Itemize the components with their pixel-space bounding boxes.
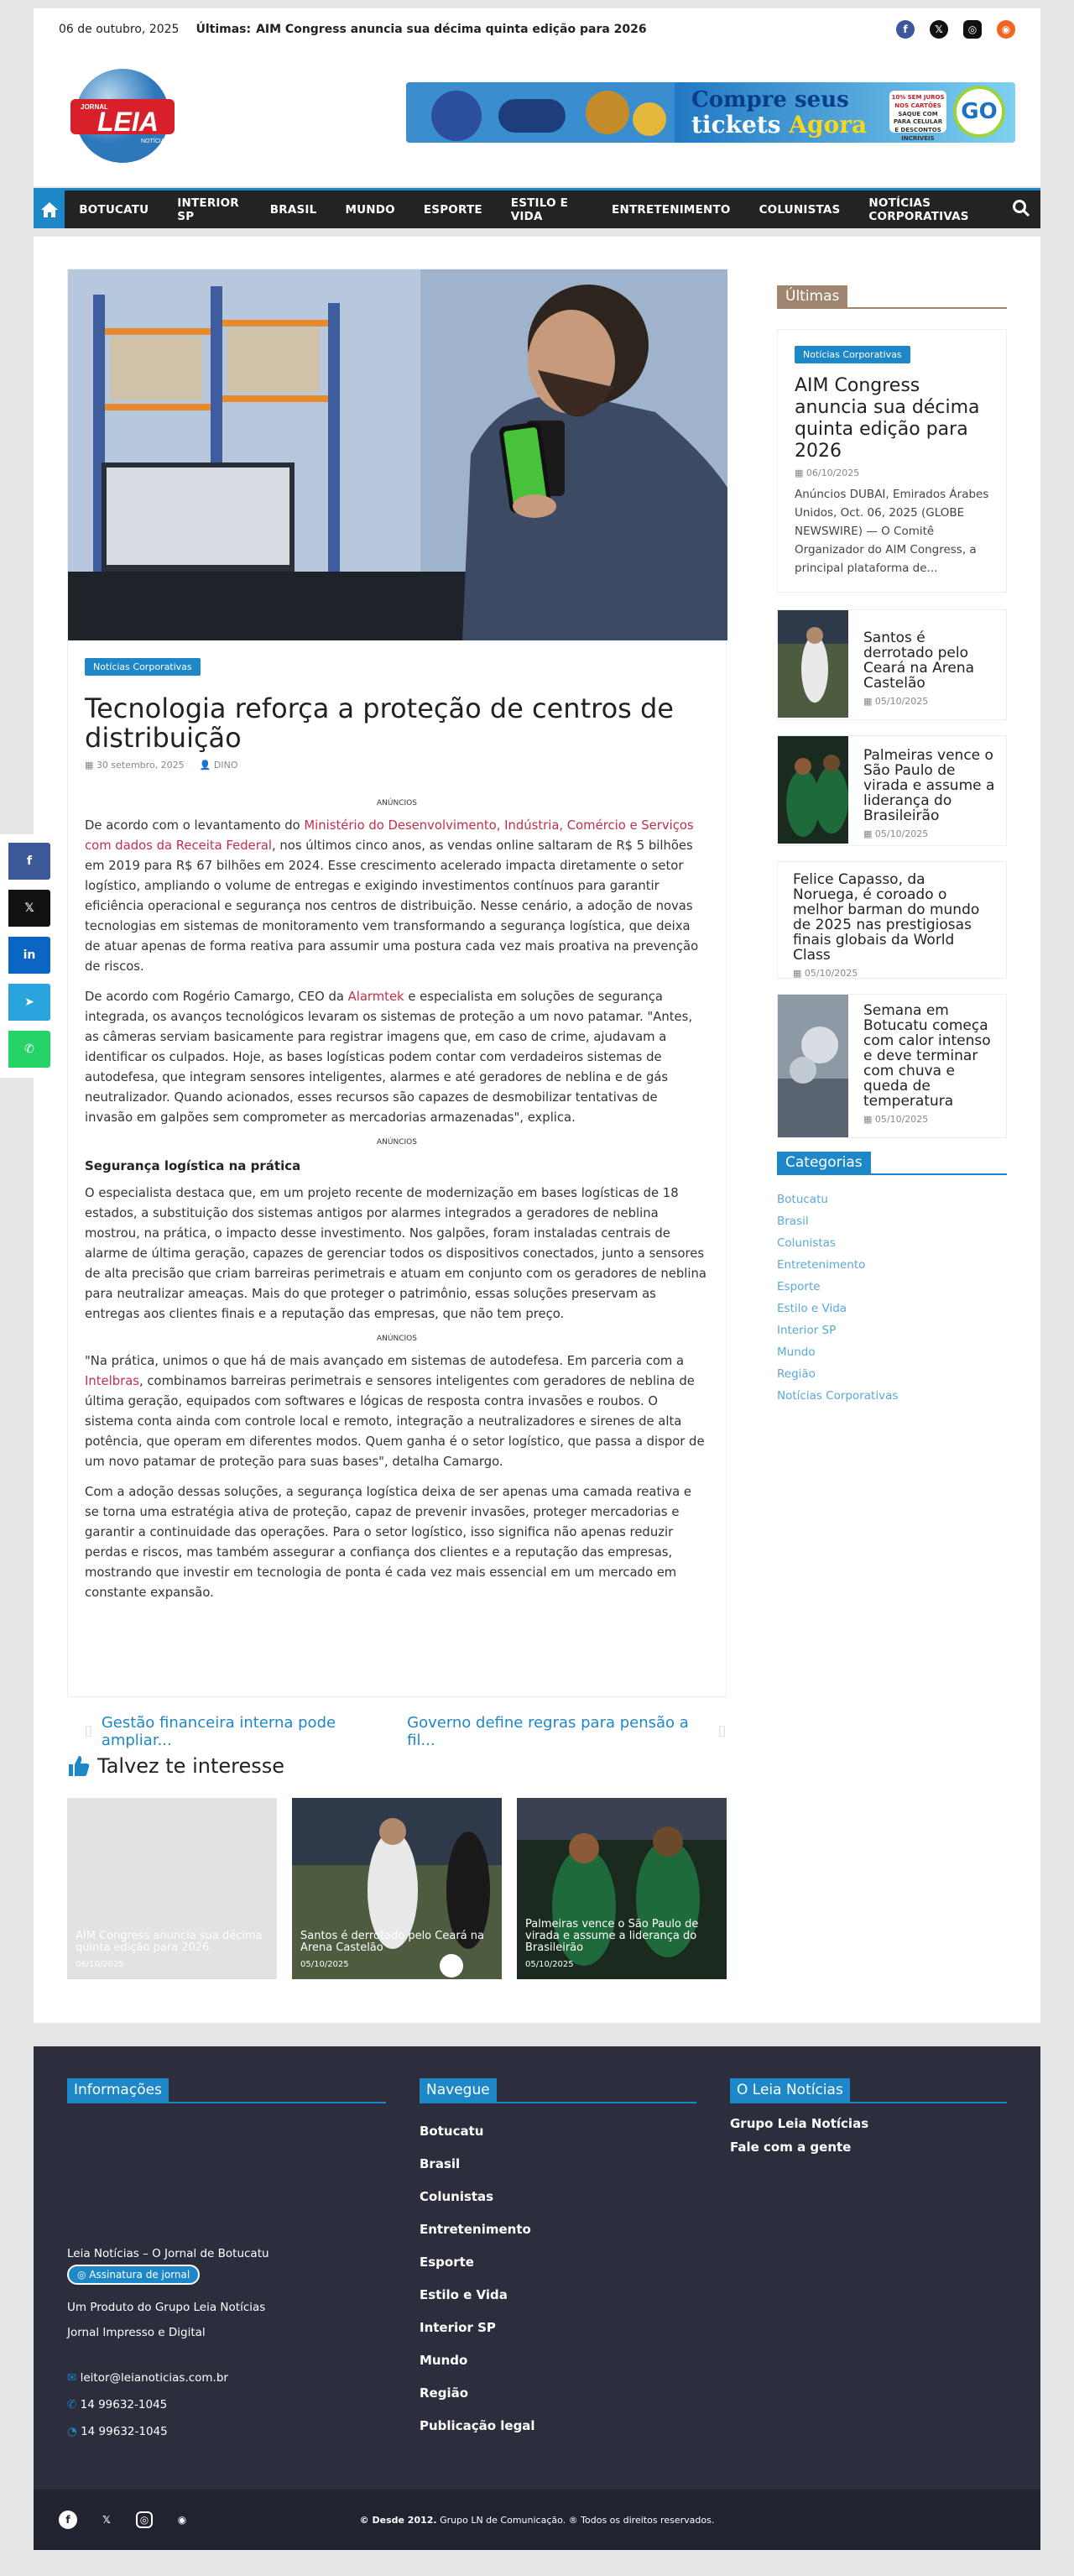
category-link[interactable]: Notícias Corporativas: [777, 1389, 899, 1403]
x-icon[interactable]: 𝕏: [102, 2514, 111, 2526]
nav-item-entretenimento[interactable]: ENTRETENIMENTO: [612, 202, 731, 217]
footer-about-column: [730, 2078, 1007, 2155]
footer-nav-link[interactable]: Entretenimento: [420, 2222, 531, 2237]
category-link[interactable]: Mundo: [777, 1345, 816, 1359]
nav-item-botucatu[interactable]: BOTUCATU: [79, 202, 149, 217]
banner-brand-logo: GO: [953, 86, 1005, 138]
site-footer: [34, 2046, 1040, 2550]
footer-nav-link[interactable]: Brasil: [420, 2156, 461, 2171]
footer-whatsapp[interactable]: ◔ 14 99632-1045: [67, 2425, 168, 2438]
category-link[interactable]: Botucatu: [777, 1193, 828, 1206]
main-content: [34, 237, 1040, 2023]
instagram-icon[interactable]: ◎: [963, 20, 982, 39]
ad-label: ANÚNCIOS: [377, 799, 417, 808]
category-link[interactable]: Brasil: [777, 1215, 809, 1228]
subscribe-button[interactable]: ◎ Assinatura de jornal: [67, 2265, 200, 2285]
category-link[interactable]: Colunistas: [777, 1236, 836, 1250]
site-logo[interactable]: [64, 67, 181, 168]
sidebar-post-title[interactable]: Semana em Botucatu começa com calor intenso e deve terminar com chuva e queda de temperatura: [863, 1002, 991, 1110]
sidebar-post[interactable]: [777, 994, 1007, 1138]
categories-widget-title: Categorias: [777, 1152, 1007, 1175]
related-post-card[interactable]: [67, 1798, 277, 1979]
footer-nav-link[interactable]: Interior SP: [420, 2320, 496, 2335]
paragraph-2: De acordo com Rogério Camargo, CEO da Alarmtek e especialista em soluções de segurança integrada, os avanços tecnológicos levaram os sistemas de proteção a um novo patamar. "Antes, as câmeras serviam basicamente para registrar imagens que, em caso de crime, ajudavam a identificar os culpados. Hoje, as bases logísticas podem contar com verdadeiros sistemas de autodefesa, que integram sensores inteligentes, alarmes e até geradores de neblina e de gás neutralizador. Quando acionados, esses recursos são capazes de desmobilizar tentativas de invasão em galpões sem comprometer as mercadorias armazenadas", explica.: [85, 990, 693, 1126]
footer-nav-link[interactable]: Esporte: [420, 2255, 474, 2270]
current-date: 06 de outubro, 2025: [59, 23, 180, 36]
footer-about-list: [730, 2108, 1007, 2155]
banner-line-2: [691, 111, 867, 138]
footer-about-link[interactable]: Grupo Leia Notícias: [730, 2116, 869, 2131]
sidebar-post-date: ▦ 05/10/2025: [793, 968, 858, 979]
envelope-icon: ✉: [67, 2371, 81, 2385]
sidebar-post-title[interactable]: Palmeiras vence o São Paulo de virada e assume a liderança do Brasileirão: [863, 747, 995, 824]
ad-banner[interactable]: [406, 82, 1015, 143]
instagram-icon[interactable]: ◎: [136, 2511, 153, 2528]
top-social-links: [896, 20, 1015, 39]
article-author[interactable]: 👤 DINO: [199, 760, 238, 771]
nav-item-esporte[interactable]: ESPORTE: [423, 202, 482, 217]
latest-widget-title: Últimas: [777, 285, 1007, 309]
x-icon[interactable]: 𝕏: [930, 20, 948, 39]
link-ministerio[interactable]: Ministério do Desenvolvimento, Indústria, Comércio e Serviços com dados da Receita Federal: [85, 818, 694, 854]
link-alarmtek[interactable]: Alarmtek: [347, 990, 404, 1005]
footer-email[interactable]: ✉ leitor@leianoticias.com.br: [67, 2371, 228, 2385]
featured-post-excerpt: Anúncios DUBAI, Emirados Árabes Unidos, Oct. 06, 2025 (GLOBE NEWSWIRE) — O Comitê Organizador do AIM Congress, a principal plataforma de...: [795, 488, 989, 575]
link-intelbras[interactable]: Intelbras: [85, 1374, 140, 1389]
site-header: [34, 50, 1040, 186]
nav-item-brasil[interactable]: BRASIL: [269, 202, 317, 217]
categories-widget: [777, 1152, 1007, 1407]
sidebar-post-date: ▦ 05/10/2025: [863, 828, 929, 839]
sidebar-post-date: ▦ 05/10/2025: [863, 1114, 929, 1125]
banner-illustration: [406, 82, 675, 143]
category-link[interactable]: Esporte: [777, 1280, 821, 1293]
share-whatsapp-icon[interactable]: ✆: [8, 1031, 50, 1068]
user-icon: 👤: [199, 760, 214, 771]
bookmark-icon: ⌷: [717, 1722, 727, 1741]
share-x-icon[interactable]: 𝕏: [8, 890, 50, 927]
category-link[interactable]: Estilo e Vida: [777, 1302, 847, 1315]
sidebar-post-title[interactable]: Felice Capasso, da Noruega, é coroado o melhor barman do mundo de 2025 nas prestigiosas finais globais da World Class: [793, 871, 980, 964]
calendar-icon: ▦: [863, 1114, 875, 1125]
home-icon[interactable]: [34, 191, 65, 228]
banner-line-2a: tickets: [691, 111, 790, 138]
share-facebook-icon[interactable]: f: [8, 843, 50, 880]
sidebar-post[interactable]: [777, 861, 1007, 979]
rss-icon[interactable]: ◉: [177, 2514, 187, 2526]
previous-post-link[interactable]: Gestão financeira interna pode ampliar...: [101, 1714, 336, 1749]
featured-category-badge[interactable]: Notícias Corporativas: [795, 346, 910, 363]
categories-list: [777, 1189, 1007, 1407]
sidebar: [777, 285, 1007, 309]
search-icon[interactable]: [1012, 199, 1030, 221]
footer-bottom-bar: [34, 2490, 1040, 2550]
featured-post-date: ▦ 06/10/2025: [795, 468, 860, 478]
footer-about-title: O Leia Notícias: [730, 2078, 1007, 2103]
nav-item-estilo-e-vida[interactable]: ESTILO E VIDA: [510, 196, 569, 223]
top-bar: [34, 8, 1040, 50]
article-body: [68, 640, 726, 1630]
calendar-icon: ▦: [793, 968, 805, 979]
footer-product: Um Produto do Grupo Leia Notícias: [67, 2301, 266, 2314]
related-post-caption: AIM Congress anuncia sua décima quinta edição para 2026: [76, 1930, 263, 1954]
footer-nav-list: [420, 2115, 696, 2443]
banner-offer-tag: [889, 91, 946, 142]
footer-nav-link[interactable]: Colunistas: [420, 2189, 494, 2204]
banner-line-1: Compre seus: [691, 87, 849, 112]
ad-label: ANÚNCIOS: [377, 1335, 417, 1344]
article-category-badge[interactable]: Notícias Corporativas: [85, 658, 201, 676]
related-post-caption: Palmeiras vence o São Paulo de virada e assume a liderança do Brasileirão: [525, 1918, 699, 1954]
banner-tag-3: SAQUE COM PARA CELULAR: [893, 110, 943, 126]
copyright-bold: © Desde 2012.: [359, 2515, 437, 2526]
related-post-date: 05/10/2025: [525, 1960, 574, 1969]
logo-small-text: JORNAL: [81, 103, 108, 111]
featured-post-title[interactable]: AIM Congress anuncia sua décima quinta edição para 2026: [795, 375, 980, 462]
sidebar-post[interactable]: [777, 609, 1007, 720]
related-section-title: [67, 1754, 284, 1778]
copyright: [34, 2515, 1040, 2526]
article-date: ▦ 30 setembro, 2025: [85, 760, 185, 771]
ticker-label: Últimas:: [196, 23, 252, 36]
footer-printed: Jornal Impresso e Digital: [67, 2326, 206, 2339]
share-linkedin-icon[interactable]: in: [8, 937, 50, 974]
article-subheading: Segurança logística na prática: [85, 1158, 301, 1174]
sidebar-post-thumbnail: [778, 995, 848, 1137]
paragraph-4: "Na prática, unimos o que há de mais avançado em sistemas de autodefesa. Em parceria com a Intelbras, combinamos barreiras perimetrais e sensores inteligentes com geradores de neblina de última geração, equipados com softwares e lógicas de resposta contra invasões e roubos. O sistema conta ainda com controle local e remoto, integração a neutralizadores e sirenes de alta potência, que operam em diferentes modos. Quem ganha é o setor logístico, que passa a dispor de um novo patamar de proteção para suas bases", detalha Camargo.: [85, 1354, 705, 1470]
related-post-date: 05/10/2025: [300, 1960, 349, 1969]
facebook-icon[interactable]: f: [896, 20, 915, 39]
banner-tag-2: NOS CARTÕES: [894, 102, 941, 109]
banner-tag-1: 10% SEM JUROS: [891, 94, 945, 101]
calendar-icon: ▦: [863, 696, 875, 707]
sidebar-post-thumbnail: [778, 736, 848, 844]
footer-nav-title: Navegue: [420, 2078, 696, 2103]
footer-nav-column: [420, 2078, 696, 2443]
footer-tagline: Leia Notícias – O Jornal de Botucatu: [67, 2247, 269, 2260]
next-post-link[interactable]: Governo define regras para pensão a fil...: [407, 1714, 689, 1749]
main-nav: [34, 188, 1040, 228]
article: [67, 269, 727, 1697]
paragraph-3: O especialista destaca que, em um projeto recente de modernização em bases logísticas de 18 estados, a substituição dos sistemas antigos por alarmes integrados a geradores de neblina mostrou, na prática, o impacto desse investimento. Nos galpões, foram instaladas centrais de alarme de última geração, capazes de gerenciar todos os dispositivos conectados, junto a sensores de alta precisão que criam barreiras perimetrais e atuam em conjunto com os geradores de neblina para neutralizar ameaças. Mais do que proteger o patrimônio, essas soluções preservam as entregas aos clientes finais e a reputação das empresas, que não tem preço.: [85, 1186, 706, 1322]
post-navigation: [67, 1714, 727, 1749]
footer-nav-link[interactable]: Estilo e Vida: [420, 2287, 508, 2302]
footer-info-column: [67, 2078, 386, 2439]
phone-icon: ✆: [67, 2398, 81, 2411]
footer-info-title: Informações: [67, 2078, 386, 2103]
related-title-text: Talvez te interesse: [97, 1754, 284, 1778]
footer-nav-link[interactable]: Botucatu: [420, 2124, 484, 2139]
nav-item-interior-sp[interactable]: INTERIOR SP: [177, 196, 239, 223]
rss-icon[interactable]: ◉: [997, 20, 1015, 39]
footer-nav-link[interactable]: Mundo: [420, 2353, 468, 2368]
banner-tag-4: E DESCONTOS INCRÍVEIS: [894, 127, 941, 142]
logo-main-text: LEIA: [97, 107, 159, 137]
related-post-date: 06/10/2025: [76, 1960, 124, 1969]
footer-nav-link[interactable]: Publicação legal: [420, 2418, 535, 2433]
thumbs-up-icon: [67, 1754, 91, 1778]
category-link[interactable]: Região: [777, 1367, 816, 1381]
featured-image: [68, 269, 727, 640]
footer-about-link[interactable]: Fale com a gente: [730, 2140, 852, 2155]
article-meta: [85, 760, 709, 771]
facebook-icon[interactable]: f: [59, 2511, 77, 2529]
share-bar: [0, 834, 57, 1078]
whatsapp-icon: ◔: [67, 2425, 81, 2438]
sidebar-post-thumbnail: [778, 610, 848, 718]
calendar-icon: ▦: [85, 760, 96, 771]
related-post-card[interactable]: [517, 1798, 727, 1979]
paragraph-5: Com a adoção dessas soluções, a segurança logística deixa de ser apenas uma camada reativa e se torna uma estratégia ativa de proteção, capaz de prevenir invasões, proteger mercadorias e garantir a continuidade das operações. Para o setor logístico, isso significa não apenas reduzir perdas e riscos, mas também assegurar a confiança dos clientes e a reputação das empresas, mostrando que investir em tecnologia de ponta é cada vez mais essencial em um mercado em constante expansão.: [85, 1485, 692, 1601]
copyright-text: Grupo LN de Comunicação. ® Todos os direitos reservados.: [436, 2515, 715, 2526]
subscribe-icon: ◎: [77, 2269, 90, 2281]
nav-item-noticias-corporativas[interactable]: NOTÍCIAS CORPORATIVAS: [868, 196, 969, 223]
share-telegram-icon[interactable]: ➤: [8, 984, 50, 1021]
nav-item-mundo[interactable]: MUNDO: [345, 202, 395, 217]
sidebar-post-title[interactable]: Santos é derrotado pelo Ceará na Arena Castelão: [863, 630, 975, 692]
paragraph-1: De acordo com o levantamento do Ministério do Desenvolvimento, Indústria, Comércio e Serviços com dados da Receita Federal, nos últimos cinco anos, as vendas online saltaram de R$ 5 bilhões em 2019 para R$ 67 bilhões em 2024. Esse crescimento acelerado impacta diretamente o setor logístico, ampliando o volume de entregas e exigindo investimentos contínuos para garantir eficiência operacional e segurança nos centros de distribuição. Nesse cenário, a adoção de novas tecnologias em sistemas de monitoramento vem transformando a segurança logística, que deixa de atuar apenas de forma reativa para assumir uma postura cada vez mais proativa na prevenção de riscos.: [85, 818, 699, 974]
footer-phone[interactable]: ✆ 14 99632-1045: [67, 2398, 168, 2411]
footer-nav-link[interactable]: Região: [420, 2385, 469, 2401]
banner-line-2b: Agora: [789, 111, 868, 138]
ad-label: ANÚNCIOS: [377, 1138, 417, 1147]
category-link[interactable]: Interior SP: [777, 1324, 837, 1337]
sidebar-post-date: ▦ 05/10/2025: [863, 696, 929, 707]
ticker-headline[interactable]: AIM Congress anuncia sua décima quinta edição para 2026: [256, 23, 647, 36]
logo-sub-text: NOTÍCIAS: [141, 138, 169, 144]
calendar-icon: ▦: [795, 468, 806, 478]
related-post-caption: Santos é derrotado pelo Ceará na Arena Castelão: [300, 1930, 484, 1954]
category-link[interactable]: Entretenimento: [777, 1258, 866, 1272]
related-post-card[interactable]: [292, 1798, 502, 1979]
bookmark-icon: ⌷: [84, 1722, 93, 1741]
sidebar-post[interactable]: [777, 735, 1007, 846]
sidebar-featured-post[interactable]: [777, 329, 1007, 593]
calendar-icon: ▦: [863, 828, 875, 839]
article-title: Tecnologia reforça a proteção de centros de distribuição: [85, 692, 674, 755]
nav-item-colunistas[interactable]: COLUNISTAS: [759, 202, 841, 217]
